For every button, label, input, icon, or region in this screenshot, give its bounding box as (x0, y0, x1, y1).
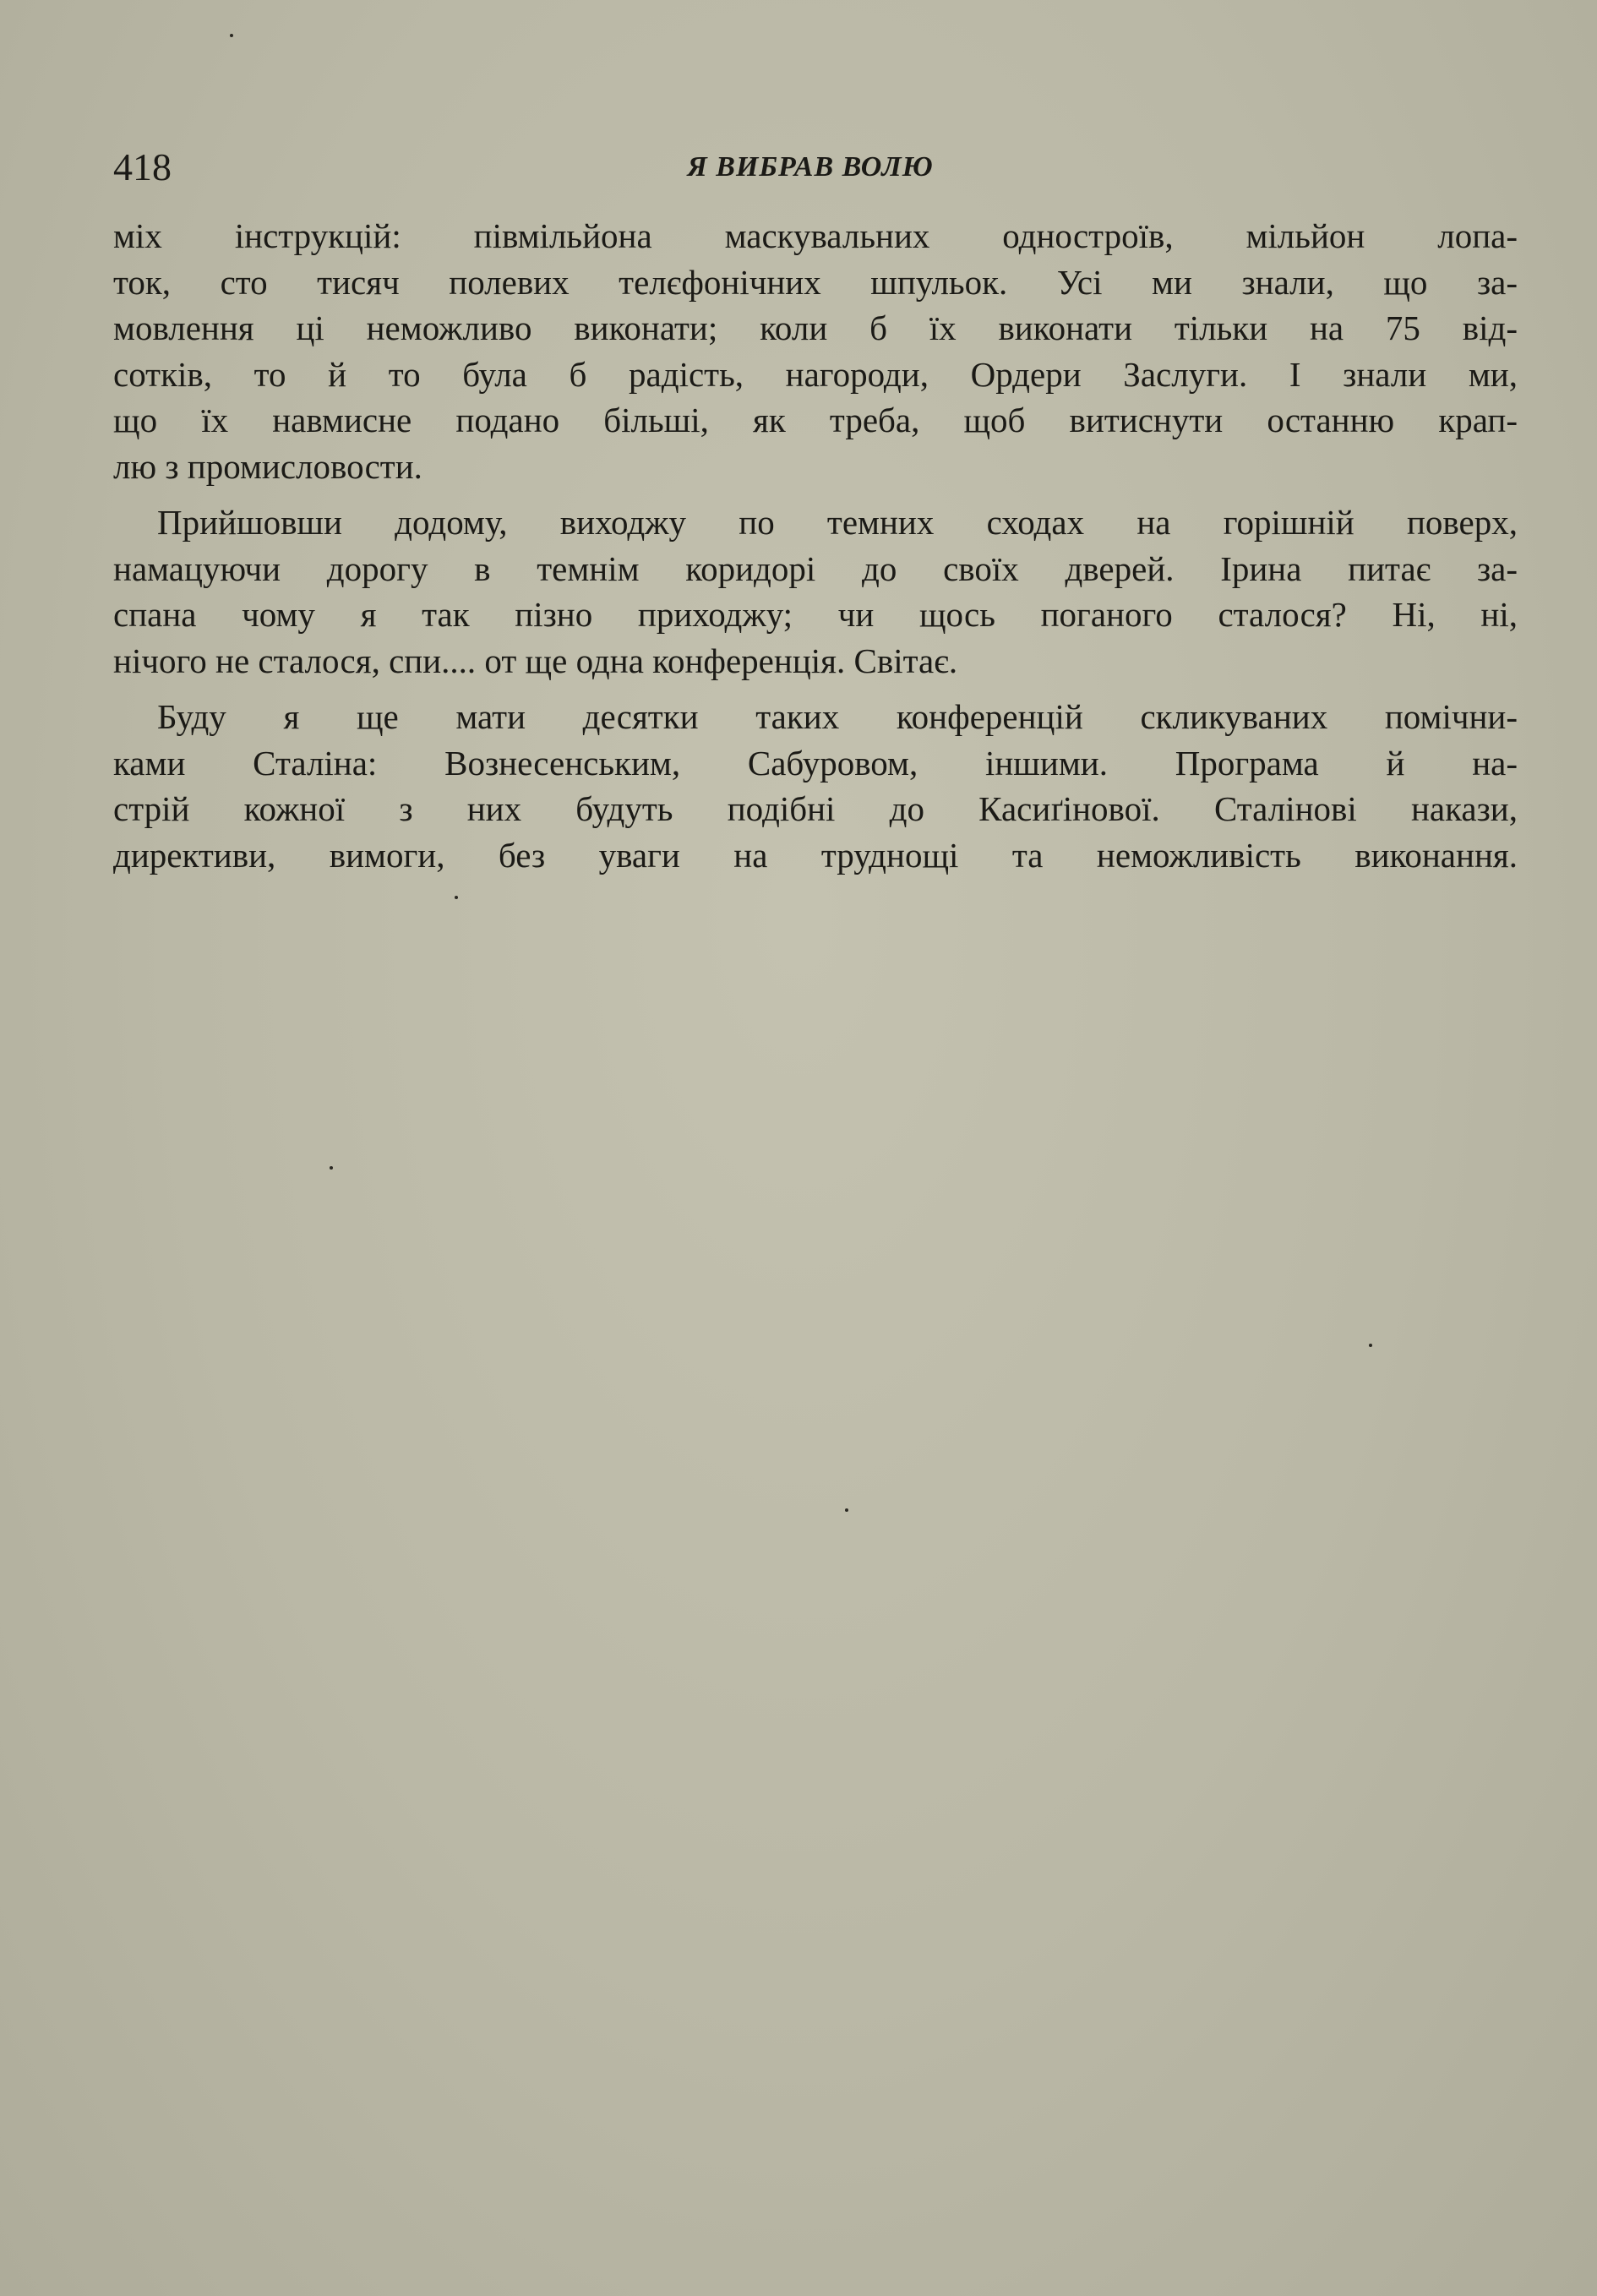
text-line: стрій кожної з них будуть подібні до Касиґінової. Сталінові накази, (113, 789, 1518, 828)
text-line: що їх навмисне подано більші, як треба, щоб витиснути останню крап- (113, 401, 1518, 439)
text-line: міх інструкцій: півмільйона маскувальних одностроїв, мільйон лопа- (113, 216, 1518, 255)
paragraph-3 (113, 694, 1518, 878)
print-speck (845, 1508, 848, 1512)
text-line: спана чому я так пізно приходжу; чи щось поганого сталося? Ні, ні, (113, 595, 1518, 634)
text-line: ток, сто тисяч полевих телєфонічних шпульок. Усі ми знали, що за- (113, 262, 1518, 302)
text-line: Буду я ще мати десятки таких конференцій скликуваних помічни- (157, 697, 1518, 736)
print-speck (330, 1166, 333, 1170)
print-speck (455, 896, 458, 899)
page-header (113, 142, 1507, 193)
text-line: директиви, вимоги, без уваги на труднощі та неможливість виконання. (113, 835, 1518, 875)
text-line: мовлення ці неможливо виконати; коли б їх виконати тільки на 75 від- (113, 308, 1518, 347)
print-speck (1369, 1344, 1372, 1347)
paragraph-1 (113, 213, 1518, 489)
running-title: Я ВИБРАВ ВОЛЮ (687, 151, 934, 183)
text-line: намацуючи дорогу в темнім коридорі до своїх дверей. Ірина питає за- (113, 548, 1518, 588)
text-line: сотків, то й то була б радість, нагороди, Ордери Заслуги. І знали ми, (113, 354, 1518, 394)
body-text (113, 213, 1518, 878)
text-line: лю з промисловости. (113, 446, 422, 486)
page-number: 418 (113, 145, 172, 188)
paragraph-2 (113, 499, 1518, 684)
text-line: нічого не сталося, спи.... от ще одна конференція. Світає. (113, 641, 958, 680)
text-line: Прийшовши додому, виходжу по темних сходах на горішній поверх, (157, 503, 1518, 542)
print-speck (230, 34, 233, 37)
text-line: ками Сталіна: Вознесенським, Сабуровом, іншими. Програма й на- (113, 743, 1518, 783)
